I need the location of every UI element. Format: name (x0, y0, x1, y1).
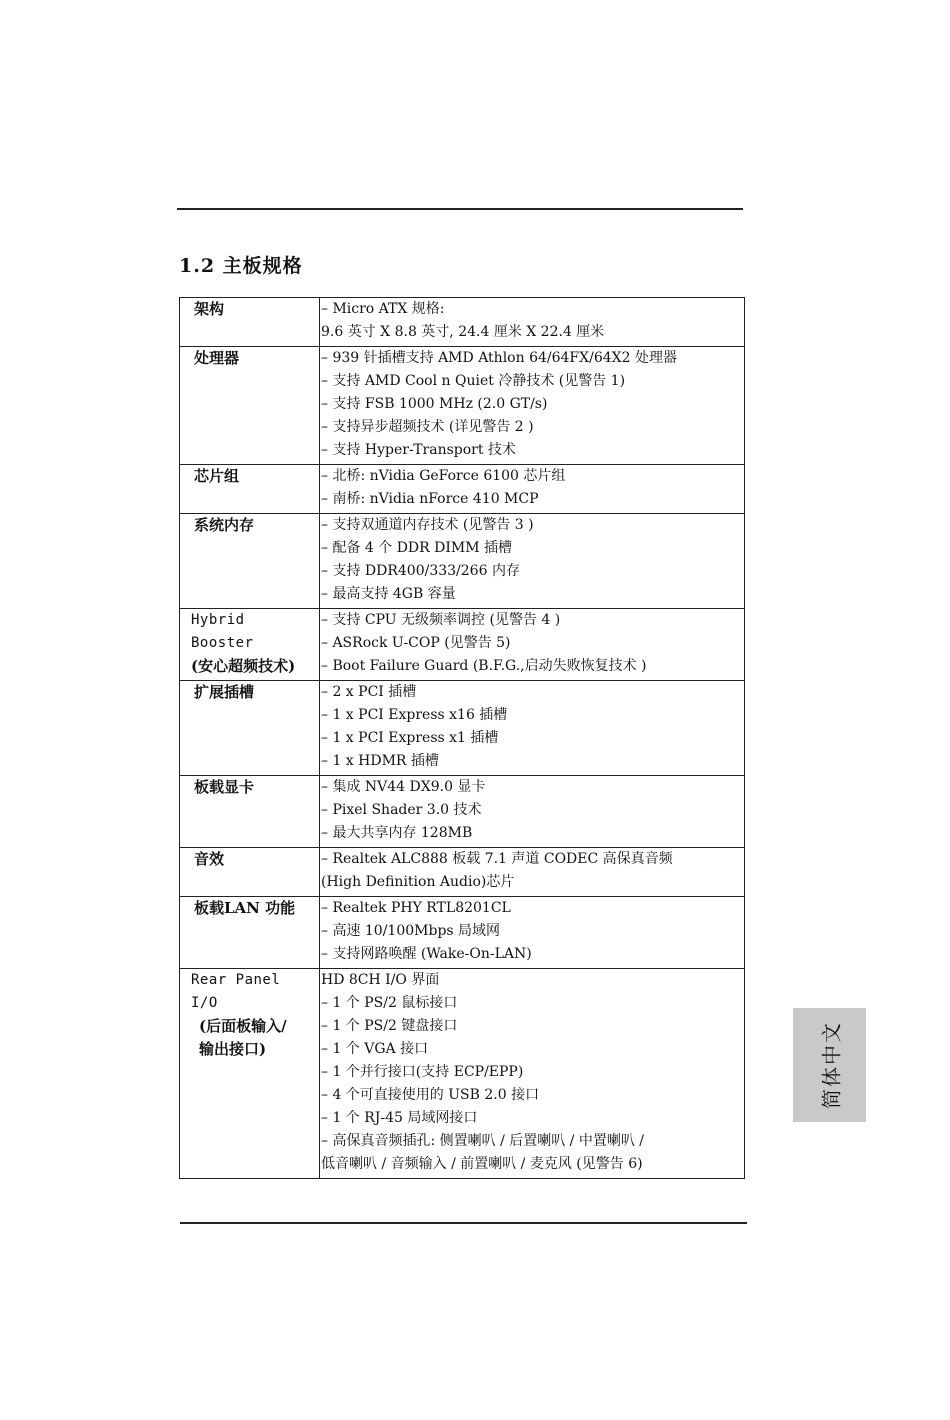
spec-value-line: – Boot Failure Guard (B.F.G.,启动失败恢复技术 ) (321, 658, 647, 674)
spec-value-line: 9.6 英寸 X 8.8 英寸, 24.4 厘米 X 22.4 厘米 (321, 324, 605, 340)
spec-value-line: – 支持 AMD Cool n Quiet 冷静技术 (见警告 1) (321, 373, 626, 389)
spec-value-line: – 1 x HDMR 插槽 (321, 753, 439, 769)
spec-value-line: – 2 x PCI 插槽 (321, 684, 417, 700)
spec-value-line: – 1 个 VGA 接口 (321, 1041, 429, 1057)
spec-label: I/O (191, 995, 218, 1011)
spec-row-cpu (180, 347, 745, 465)
spec-value-line: – 最高支持 4GB 容量 (321, 586, 456, 602)
spec-label: 架构 (194, 300, 225, 318)
spec-value-cell (320, 609, 745, 681)
spec-value-cell (320, 347, 745, 465)
spec-label: Booster (191, 635, 254, 651)
spec-label-cell (180, 609, 320, 681)
spec-row-architecture (180, 298, 745, 347)
spec-label: Hybrid (191, 612, 245, 628)
spec-value-line: – 配备 4 个 DDR DIMM 插槽 (321, 540, 513, 556)
spec-row-hybrid-booster (180, 609, 745, 681)
spec-value-line: HD 8CH I/O 界面 (321, 972, 440, 988)
spec-value-line: – Micro ATX 规格: (321, 301, 445, 317)
spec-value-line: – 1 个并行接口(支持 ECP/EPP) (321, 1064, 524, 1080)
spec-value-line: – 北桥: nVidia GeForce 6100 芯片组 (321, 468, 566, 484)
spec-label-cell (180, 681, 320, 776)
spec-value-line: – 支持异步超频技术 (详见警告 2 ) (321, 419, 534, 435)
spec-label: 输出接口) (199, 1040, 267, 1058)
spec-label: 板载显卡 (194, 778, 255, 796)
spec-label-cell (180, 848, 320, 897)
spec-value-line: – 1 x PCI Express x1 插槽 (321, 730, 499, 746)
spec-value-cell (320, 897, 745, 969)
spec-value-line: – 1 个 PS/2 键盘接口 (321, 1018, 458, 1034)
spec-label-cell (180, 514, 320, 609)
header-rule (177, 208, 743, 210)
spec-value-line: – 939 针插槽支持 AMD Athlon 64/64FX/64X2 处理器 (321, 350, 677, 366)
spec-value-cell (320, 776, 745, 848)
spec-row-chipset (180, 465, 745, 514)
spec-value-line: – Pixel Shader 3.0 技术 (321, 802, 482, 818)
spec-value-line: – 4 个可直接使用的 USB 2.0 接口 (321, 1087, 540, 1103)
spec-value-line: – Realtek ALC888 板载 7.1 声道 CODEC 高保真音频 (321, 851, 673, 867)
spec-label-cell (180, 465, 320, 514)
spec-value-line: – 高速 10/100Mbps 局域网 (321, 923, 501, 939)
spec-value-line: – 高保真音频插孔: 侧置喇叭 / 后置喇叭 / 中置喇叭 / (321, 1133, 645, 1149)
spec-value-line: – 支持网路唤醒 (Wake-On-LAN) (321, 946, 532, 962)
language-tab-label: 简体中文 (819, 1021, 843, 1109)
spec-label: (安心超频技术) (191, 657, 296, 675)
spec-value-cell (320, 465, 745, 514)
spec-row-audio (180, 848, 745, 897)
spec-label: 扩展插槽 (194, 683, 255, 701)
spec-value-line: – 南桥: nVidia nForce 410 MCP (321, 491, 539, 507)
language-tab (793, 1008, 866, 1122)
spec-value-cell (320, 298, 745, 347)
spec-value-line: – 支持 Hyper-Transport 技术 (321, 442, 516, 458)
spec-row-memory (180, 514, 745, 609)
section-title: 1.2 主板规格 (179, 255, 303, 277)
spec-label-cell (180, 298, 320, 347)
spec-label-cell (180, 776, 320, 848)
spec-label-cell (180, 969, 320, 1179)
spec-value-line: – 集成 NV44 DX9.0 显卡 (321, 779, 486, 795)
spec-label: 音效 (194, 850, 225, 868)
spec-label-cell (180, 347, 320, 465)
spec-label: Rear Panel (191, 972, 281, 988)
spec-label: (后面板输入/ (199, 1017, 287, 1035)
footer-rule (180, 1222, 747, 1224)
spec-value-line: – 支持 DDR400/333/266 内存 (321, 563, 520, 579)
spec-value-cell (320, 848, 745, 897)
spec-value-line: – 1 个 RJ-45 局域网接口 (321, 1110, 478, 1126)
spec-value-line: – 最大共享内存 128MB (321, 825, 473, 841)
specifications-table (179, 297, 745, 1179)
spec-value-line: – ASRock U-COP (见警告 5) (321, 635, 511, 651)
spec-row-graphics (180, 776, 745, 848)
spec-row-lan (180, 897, 745, 969)
spec-label: 板载LAN 功能 (194, 899, 296, 917)
spec-value-line: – 1 个 PS/2 鼠标接口 (321, 995, 458, 1011)
spec-value-cell (320, 681, 745, 776)
spec-row-expansion-slots (180, 681, 745, 776)
spec-value-line: – 1 x PCI Express x16 插槽 (321, 707, 508, 723)
spec-value-line: – 支持 FSB 1000 MHz (2.0 GT/s) (321, 396, 548, 412)
spec-value-cell (320, 514, 745, 609)
spec-value-line: 低音喇叭 / 音频输入 / 前置喇叭 / 麦克风 (见警告 6) (321, 1156, 643, 1172)
spec-label: 芯片组 (194, 467, 240, 485)
spec-row-rear-panel (180, 969, 745, 1179)
spec-value-line: – 支持 CPU 无级频率调控 (见警告 4 ) (321, 612, 561, 628)
spec-value-cell (320, 969, 745, 1179)
spec-value-line: (High Definition Audio)芯片 (321, 874, 515, 890)
spec-label-cell (180, 897, 320, 969)
spec-value-line: – 支持双通道内存技术 (见警告 3 ) (321, 517, 534, 533)
spec-label: 系统内存 (194, 516, 255, 534)
spec-value-line: – Realtek PHY RTL8201CL (321, 900, 511, 916)
spec-label: 处理器 (194, 349, 240, 367)
